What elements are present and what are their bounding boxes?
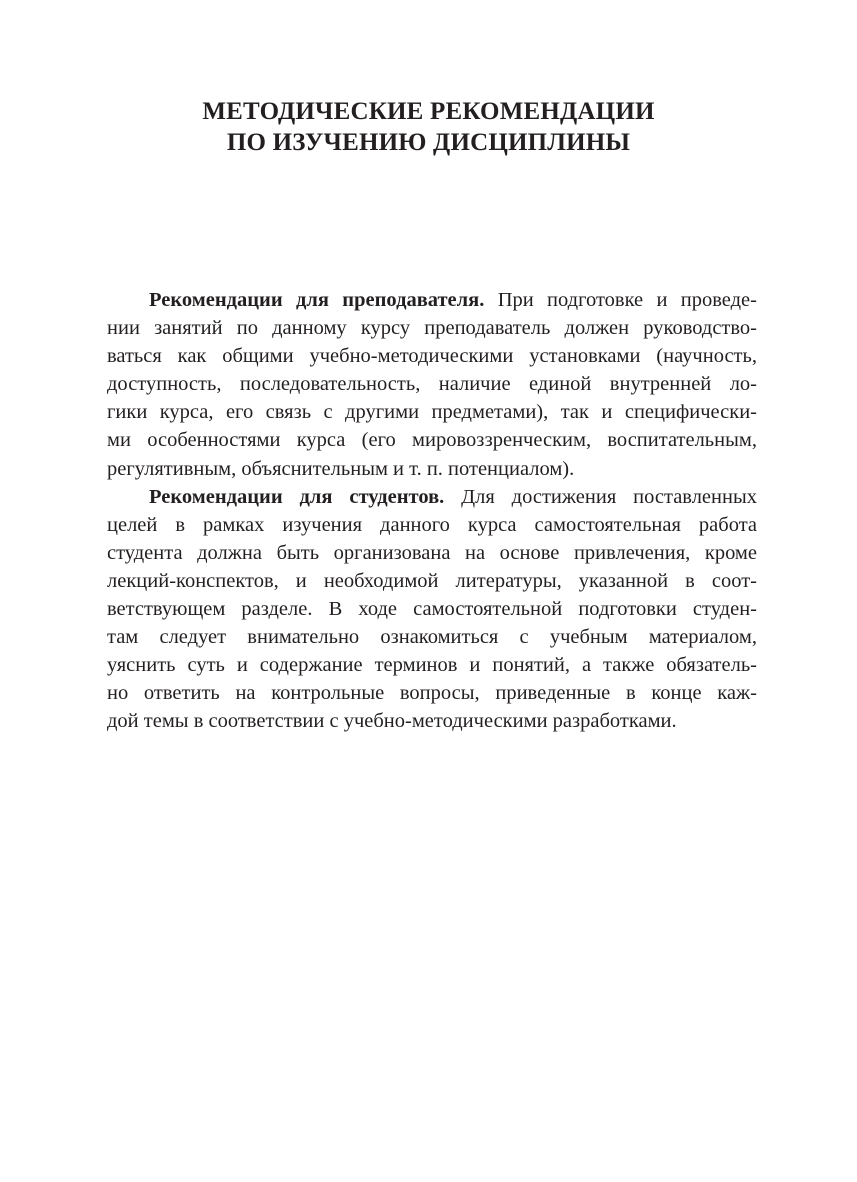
heading-line-1: МЕТОДИЧЕСКИЕ РЕКОМЕНДАЦИИ [202, 98, 655, 125]
paragraph-line: уяснить суть и содержание терминов и понятий, а также обязатель- [107, 654, 757, 677]
paragraph-line: студента должна быть организована на основе привлечения, кроме [107, 541, 757, 564]
paragraph-line: но ответить на контрольные вопросы, приведенные в конце каж- [107, 682, 757, 705]
paragraph-student-recommendations [107, 483, 757, 736]
paragraph-lead: Рекомендации для преподавателя. [149, 289, 485, 311]
paragraph-line: лекций-конспектов, и необходимой литературы, указанной в соот- [107, 569, 757, 592]
paragraph-line [107, 483, 757, 511]
heading-line-2: ПО ИЗУЧЕНИЮ ДИСЦИПЛИНЫ [226, 129, 631, 156]
paragraph-line: регулятивным, объяснительным и т. п. потенциалом). [107, 457, 575, 480]
paragraph-line: доступность, последовательность, наличие единой внутренней ло- [107, 373, 757, 396]
paragraph-line: гики курса, его связь с другими предметами), так и специфически- [107, 401, 757, 424]
paragraph-teacher-recommendations [107, 286, 757, 483]
paragraph-line: там следует внимательно ознакомиться с учебным материалом, [107, 626, 757, 649]
paragraph-line [107, 286, 757, 314]
paragraph-line: ваться как общими учебно-методическими установками (научность, [107, 345, 757, 368]
paragraph-line: ми особенностями курса (его мировоззренческим, воспитательным, [107, 429, 757, 452]
paragraph-line-text: Для достижения поставленных [444, 485, 757, 508]
paragraph-line-text: При подготовке и проведе- [484, 289, 757, 311]
paragraph-line: целей в рамках изучения данного курса самостоятельная работа [107, 513, 757, 536]
paragraph-line: дой темы в соответствии с учебно-методическими разработками. [107, 710, 677, 733]
paragraph-line: нии занятий по данному курсу преподаватель должен руководство- [107, 317, 757, 340]
page-heading [0, 96, 857, 158]
paragraph-line: ветствующем разделе. В ходе самостоятельной подготовки студен- [107, 598, 757, 621]
paragraph-lead: Рекомендации для студентов. [149, 485, 445, 508]
body-text [107, 286, 757, 736]
